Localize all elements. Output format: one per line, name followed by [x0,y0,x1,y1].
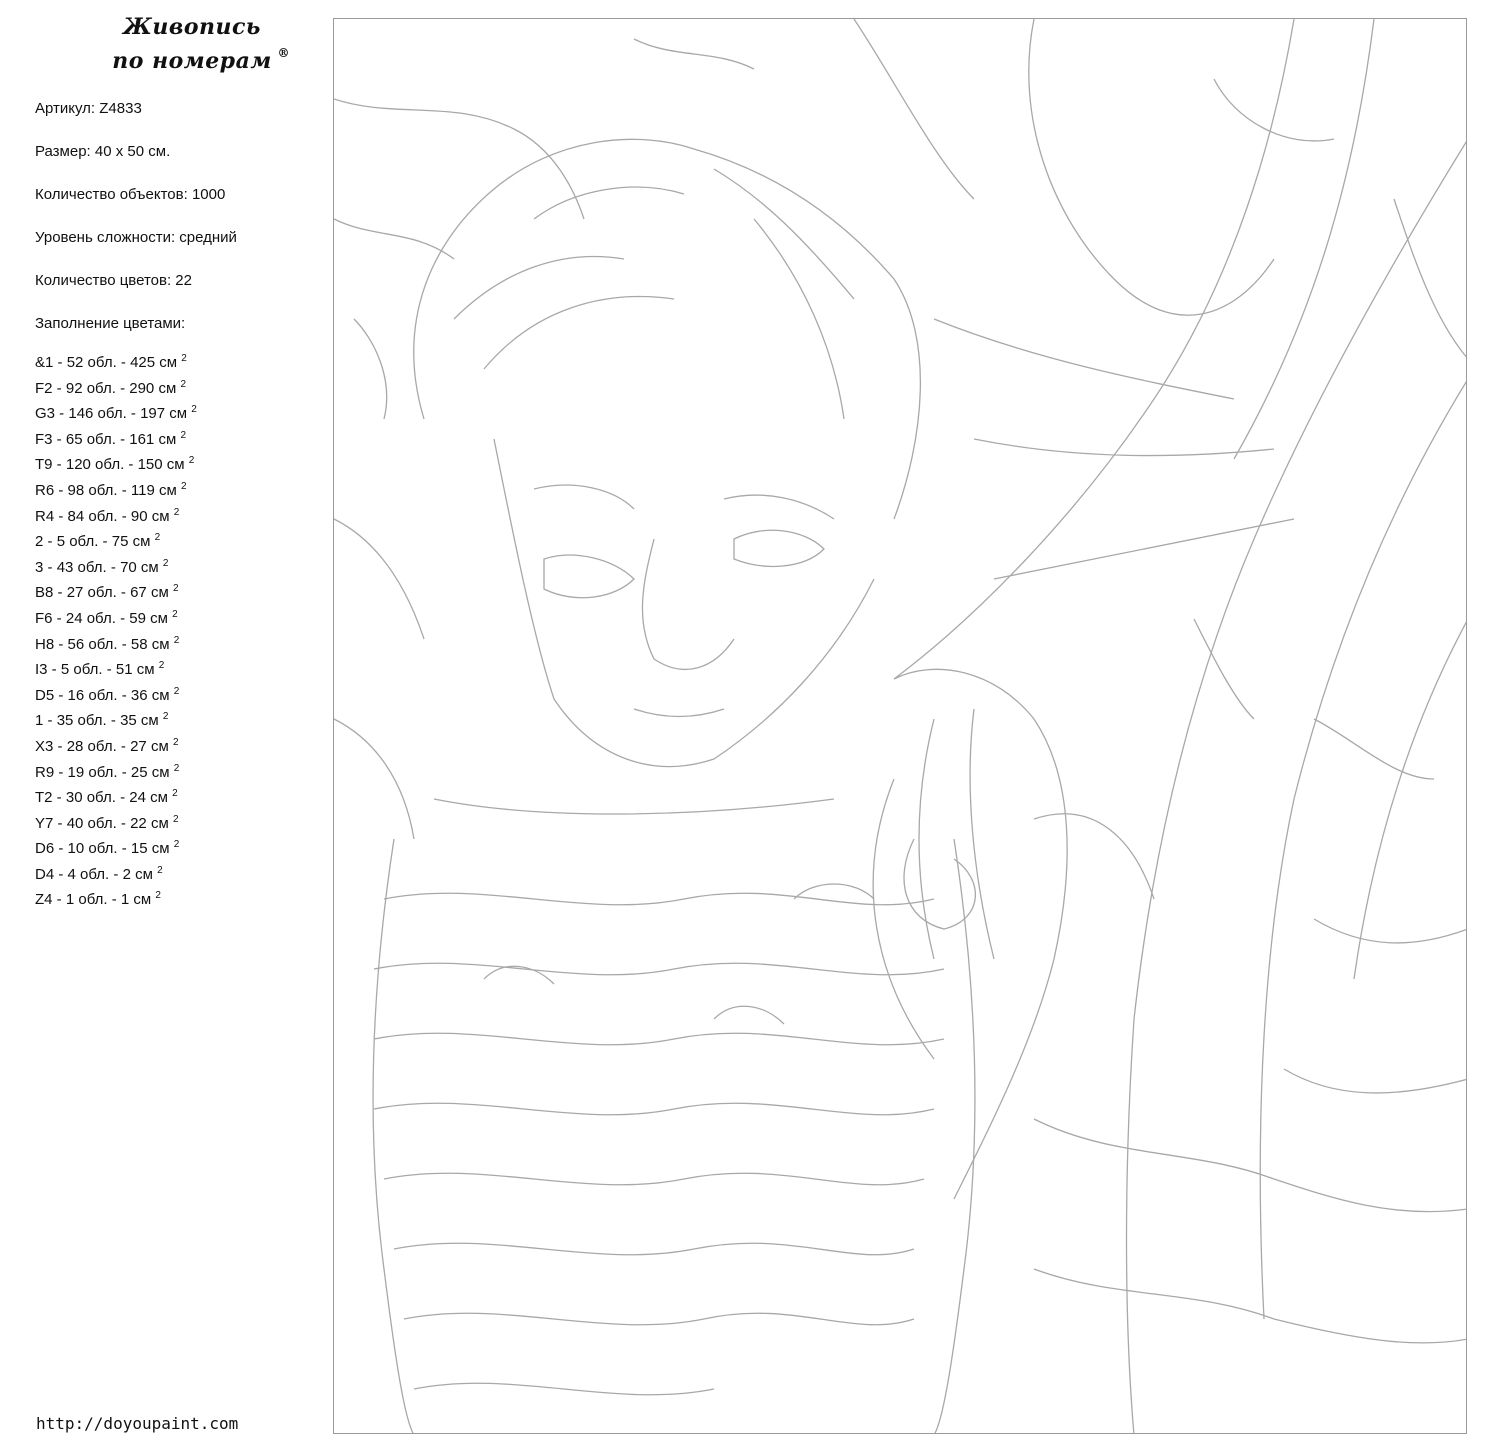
registered-mark: ® [277,46,290,60]
info-sidebar [0,0,320,1453]
color-fill-item: D5 - 16 обл. - 36 см $^2$ [35,685,180,704]
color-code: F3 [35,430,53,448]
color-code: F6 [35,609,53,627]
color-area-count: 120 обл. [65,456,125,474]
unit-superscript: 2 [180,429,186,441]
unit-superscript: 2 [155,890,161,902]
color-fill-item: R9 - 19 обл. - 25 см $^2$ [35,762,180,781]
color-fill-item: Y7 - 40 обл. - 22 см $^2$ [35,813,179,832]
color-area-size: 290 см [129,379,177,397]
color-code: Y7 [35,814,54,832]
color-area-size: 90 см [130,507,170,525]
unit-superscript: 2 [180,378,186,390]
color-area-count: 92 обл. [65,379,116,397]
color-area-size: 119 см [130,481,177,499]
color-code: D6 [35,840,55,858]
color-fill-item: R6 - 98 обл. - 119 см $^2$ [35,480,187,499]
unit-superscript: 2 [173,762,180,774]
unit-superscript: 2 [181,480,187,492]
object-count: Количество объектов: 1000 [35,186,226,203]
unit-superscript: 2 [173,634,180,646]
color-area-size: 35 см [120,712,159,730]
color-code: B8 [35,584,54,602]
color-area-count: 16 обл. [67,686,118,704]
color-area-size: 24 см [129,789,168,807]
unit-superscript: 2 [158,660,165,672]
color-area-count: 84 обл. [67,507,118,525]
color-area-size: 15 см [130,840,170,858]
color-area-size: 36 см [130,686,170,704]
color-fill-list [35,348,315,911]
color-area-size: 25 см [130,763,170,781]
unit-superscript: 2 [162,711,169,723]
color-fill-item: T9 - 120 обл. - 150 см $^2$ [35,455,195,474]
color-area-size: 51 см [115,661,155,679]
color-fill-item: F6 - 24 обл. - 59 см $^2$ [35,608,178,627]
color-area-size: 161 см [129,430,177,448]
color-code: T9 [35,456,53,474]
color-code: R6 [35,481,55,499]
color-area-count: 27 обл. [66,584,117,602]
color-code: T2 [35,789,53,807]
color-area-size: 59 см [129,609,168,627]
color-area-count: 146 обл. [68,405,127,423]
paint-by-numbers-canvas [333,18,1467,1434]
line-art-hair [414,139,921,519]
unit-superscript: 2 [154,532,161,544]
color-fill-item: H8 - 56 обл. - 58 см $^2$ [35,634,180,653]
unit-superscript: 2 [173,685,180,697]
color-area-count: 43 обл. [56,558,107,576]
color-area-count: 30 обл. [65,789,116,807]
unit-superscript: 2 [173,839,180,851]
color-area-size: 197 см [140,405,188,423]
line-art-details [354,39,1467,1024]
color-fill-item: D4 - 4 обл. - 2 см $^2$ [35,864,163,883]
line-art-body-outline [373,799,975,1434]
color-area-count: 56 обл. [67,635,118,653]
color-fill-item: &1 - 52 обл. - 425 см $^2$ [35,353,187,371]
color-fill-item: R4 - 84 обл. - 90 см $^2$ [35,506,180,525]
color-code: I3 [35,661,48,679]
unit-superscript: 2 [172,608,178,620]
color-code: &1 [35,354,54,371]
color-area-count: 98 обл. [67,481,118,499]
color-fill-item: F2 - 92 обл. - 290 см $^2$ [35,378,186,397]
color-area-size: 150 см [137,456,185,474]
color-code: G3 [35,405,56,423]
color-area-count: 4 обл. [67,865,110,883]
color-area-size: 2 см [122,865,153,883]
color-code: Z4 [35,891,53,909]
color-fill-item: G3 - 146 обл. - 197 см $^2$ [35,404,197,423]
color-area-count: 1 обл. [65,891,108,909]
color-fill-item: F3 - 65 обл. - 161 см $^2$ [35,429,186,448]
color-code: X3 [35,737,54,755]
color-area-count: 35 обл. [56,712,107,730]
color-code: 2 [35,533,44,551]
color-count: Количество цветов: 22 [35,272,192,289]
color-area-size: 425 см [130,354,178,371]
fill-heading: Заполнение цветами: [35,315,186,332]
unit-superscript: 2 [172,583,179,595]
unit-superscript: 2 [172,813,179,825]
color-area-size: 58 см [130,635,170,653]
color-code: H8 [35,635,55,653]
color-fill-item: B8 - 27 обл. - 67 см $^2$ [35,583,179,602]
color-area-size: 67 см [130,584,169,602]
color-area-count: 52 обл. [66,354,117,371]
canvas-size: Размер: 40 х 50 см. [35,143,171,160]
unit-superscript: 2 [191,404,197,416]
difficulty-level: Уровень сложности: средний [35,229,237,246]
unit-superscript: 2 [181,353,187,364]
unit-superscript: 2 [157,864,163,876]
brand-line-1: Живопись [123,14,261,40]
color-code: R4 [35,507,55,525]
color-area-count: 19 обл. [67,763,118,781]
color-code: D4 [35,865,55,883]
line-art-branches [854,19,1467,1434]
color-fill-item: 2 - 5 обл. - 75 см $^2$ [35,532,161,551]
color-fill-item: Z4 - 1 обл. - 1 см $^2$ [35,890,161,909]
color-fill-item: T2 - 30 обл. - 24 см $^2$ [35,788,178,807]
line-art-face [494,439,874,767]
article-number: Артикул: Z4833 [35,100,142,117]
color-area-size: 1 см [120,891,152,909]
color-code: 1 [35,712,44,730]
unit-superscript: 2 [173,506,180,518]
color-fill-item: X3 - 28 обл. - 27 см $^2$ [35,736,179,755]
color-fill-item: 3 - 43 обл. - 70 см $^2$ [35,557,169,576]
color-area-count: 65 обл. [65,430,116,448]
unit-superscript: 2 [172,788,178,800]
line-art-drawing [334,19,1467,1434]
line-art-background-waves [334,99,1467,1343]
color-area-count: 40 обл. [66,814,117,832]
line-art-bird [873,669,1154,1199]
color-area-count: 24 обл. [65,609,116,627]
color-area-size: 22 см [130,814,169,832]
color-code: R9 [35,763,55,781]
brand-line-2-text: по номерам [112,48,272,74]
color-area-count: 10 обл. [67,840,118,858]
color-fill-item: 1 - 35 обл. - 35 см $^2$ [35,711,169,730]
website-url: http://doyoupaint.com [36,1414,239,1433]
unit-superscript: 2 [172,736,179,748]
color-fill-item: D6 - 10 обл. - 15 см $^2$ [35,839,180,858]
line-art-stripes [374,893,944,1395]
color-area-count: 28 обл. [66,737,117,755]
color-area-count: 5 обл. [60,661,103,679]
color-area-size: 27 см [130,737,169,755]
color-area-size: 75 см [111,533,151,551]
product-info [35,98,315,911]
unit-superscript: 2 [188,455,195,467]
color-code: 3 [35,558,44,576]
color-fill-item: I3 - 5 обл. - 51 см $^2$ [35,660,165,679]
brand-logo [92,10,292,78]
color-area-count: 5 обл. [56,533,99,551]
color-code: F2 [35,379,53,397]
brand-line-2 [92,44,292,78]
unit-superscript: 2 [162,557,169,569]
color-area-size: 70 см [120,558,159,576]
color-code: D5 [35,686,55,704]
